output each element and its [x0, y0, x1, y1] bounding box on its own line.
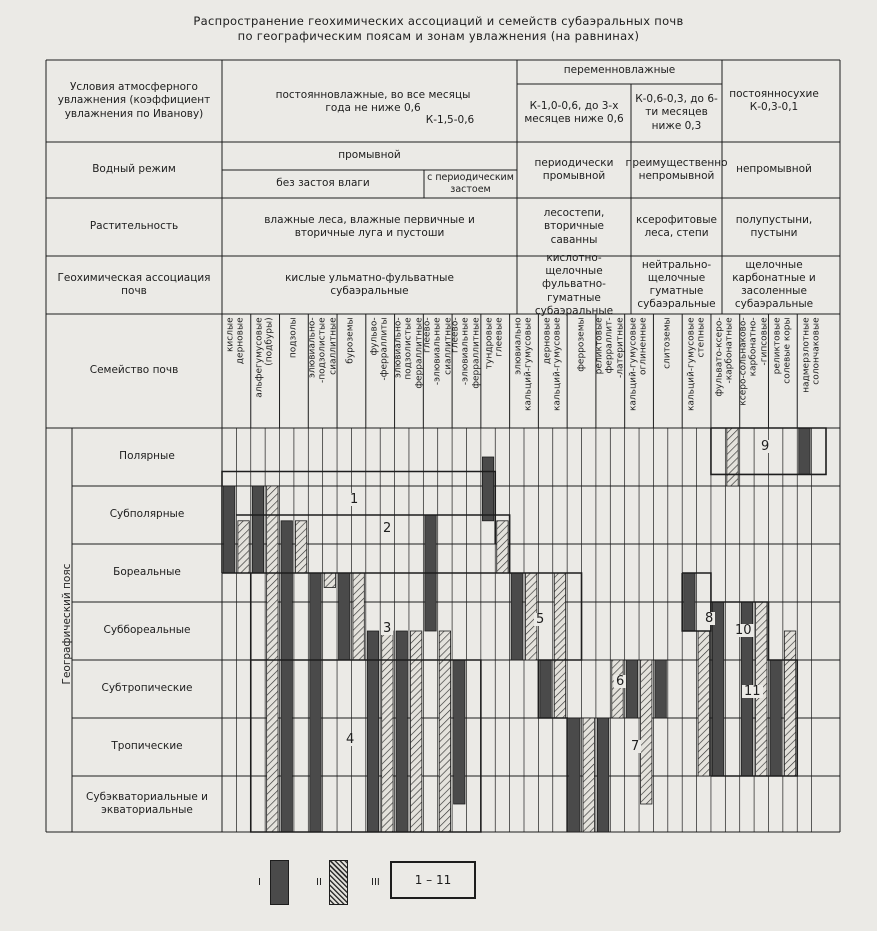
soil-family-label: фульво- -ферраллиты: [369, 316, 391, 381]
moisture-row-label: Условия атмосферного увлажнения (коэффициент увлажнения по Иванову): [57, 81, 211, 120]
belt-subpolar: Субполярные: [109, 508, 185, 521]
family-row-label: Семейство почв: [89, 364, 179, 377]
moisture-constant-dry: постоянносухие К-0,3-0,1: [729, 87, 819, 113]
moisture-constant-wet-k: К-1,5-0,6: [425, 114, 475, 127]
hatched-range-bar: [698, 631, 709, 776]
hatched-range-bar: [410, 631, 421, 832]
dark-range-bar: [310, 573, 321, 832]
water-mostly-non-flushing: преимущественно непромывной: [625, 156, 728, 182]
soil-family-label: подзолы: [288, 316, 299, 358]
chart-title-line2: по географическим поясам и зонам увлажнения (на равнинах): [237, 29, 640, 43]
water-periodic-stagnation: с периодическим застоем: [427, 172, 514, 195]
dark-range-bar: [224, 486, 235, 573]
soil-family-label: тундровые глеевые: [484, 316, 506, 369]
vegetation-row-label: Растительность: [89, 220, 179, 233]
vegetation-steppe-forest: лесостепи, вторичные саванны: [543, 207, 605, 246]
hatched-range-bar: [727, 428, 738, 486]
legend-frame-text: 1 – 11: [414, 873, 452, 887]
soil-family-label: ферроземы: [576, 316, 587, 372]
soil-family-label: глеево- -элювиальные ферраллитные: [450, 316, 482, 389]
hatched-range-bar: [324, 573, 335, 588]
group-number-3: 3: [383, 621, 392, 636]
belt-subtropical: Субтропические: [101, 682, 193, 695]
dark-range-bar: [770, 660, 781, 776]
soil-family-label: реликтовые ферраллит- -латеритные: [594, 316, 626, 378]
hatched-range-bar: [238, 521, 249, 573]
belt-polar: Полярные: [119, 450, 175, 463]
water-no-stagnation: без застоя влаги: [276, 177, 370, 190]
belt-equatorial: Субэкваториальные и экваториальные: [86, 790, 208, 816]
dark-range-bar: [569, 718, 580, 832]
hatched-range-bar: [784, 631, 795, 776]
belt-subboreal: Суббореальные: [103, 624, 191, 637]
dark-range-bar: [684, 573, 695, 631]
soil-family-label: элювиально кальций-гумусовые: [513, 316, 534, 411]
hatched-range-bar: [583, 718, 594, 832]
group-number-8: 8: [705, 611, 714, 626]
dark-range-bar: [799, 428, 810, 474]
hatched-range-bar: [353, 573, 364, 660]
soil-family-label: буроземы: [346, 316, 357, 364]
dark-range-bar: [597, 718, 608, 832]
dark-range-bar: [252, 486, 263, 573]
soil-family-label: надмерзлотные солончаковые: [801, 316, 822, 393]
water-row-label: Водный режим: [92, 163, 176, 176]
dark-range-bar: [626, 660, 637, 718]
hatched-range-bar: [554, 573, 565, 718]
hatched-range-bar: [382, 631, 393, 832]
vegetation-forests: влажные леса, влажные первичные и вторичные луга и пустоши: [264, 213, 475, 239]
water-non-flushing: непромывной: [736, 163, 812, 176]
belt-axis-label: Географический пояс: [60, 563, 73, 685]
soil-family-label: альфегумусовые (подбуры): [254, 316, 276, 398]
association-alkaline: щелочные карбонатные и засоленные субаэральные: [732, 258, 816, 311]
soil-family-label: элювиально- подзолистые ферраллитные: [393, 316, 425, 389]
legend-hatched-swatch: [329, 860, 348, 905]
chart-title-line1: Распространение геохимических ассоциаций и семейств субаэральных почв: [193, 14, 684, 28]
association-row-label: Геохимическая ассоциация почв: [57, 271, 211, 297]
moisture-variable: переменновлажные: [563, 64, 676, 77]
soil-family-label: дерновые кальций-гумусовые: [542, 316, 563, 411]
dark-range-bar: [367, 631, 378, 832]
soil-family-label: кальций-гумусовые степные: [686, 316, 707, 411]
moisture-variable-b: К-0,6-0,3, до 6-ти месяцев ниже 0,3: [635, 93, 718, 132]
soil-family-label: слитоземы: [662, 316, 673, 369]
soil-family-label: элювиально- -подзолистые сиаллитные: [307, 316, 338, 383]
association-neutral: нейтрально-щелочные гуматные субаэральные: [637, 258, 716, 311]
belt-boreal: Бореальные: [113, 566, 181, 579]
water-flushing: промывной: [338, 149, 401, 162]
dark-range-bar: [655, 660, 666, 718]
hatched-range-bar: [267, 486, 278, 832]
dark-range-bar: [712, 602, 723, 776]
group-number-4: 4: [346, 732, 355, 747]
hatched-range-bar: [641, 660, 652, 804]
association-acid: кислые ульматно-фульватные субаэральные: [285, 271, 454, 297]
vegetation-xero-forest: ксерофитовые леса, степи: [636, 213, 717, 239]
dark-range-bar: [396, 631, 407, 832]
hatched-range-bar: [295, 521, 306, 573]
legend-hatched-label: II: [316, 877, 322, 888]
dark-range-bar: [482, 457, 493, 521]
dark-range-bar: [540, 660, 551, 718]
hatched-range-bar: [497, 521, 508, 573]
group-number-10: 10: [735, 623, 752, 638]
group-number-6: 6: [616, 674, 625, 689]
soil-family-label: кислые дерновые: [226, 316, 247, 364]
group-number-7: 7: [631, 739, 640, 754]
soil-family-label: ксеро-сольнаково- карбонатно- -гипсовые: [738, 316, 770, 406]
soil-family-label: фульвато-ксеро- -карбонатные: [714, 316, 736, 397]
hatched-range-bar: [439, 631, 450, 832]
soil-family-label: кальций-гумусовые оглиненные: [628, 316, 650, 411]
group-number-5: 5: [536, 612, 545, 627]
legend-frame-box: [390, 861, 476, 899]
dark-range-bar: [511, 573, 522, 660]
soil-family-label: реликтовые солевые коры: [772, 316, 793, 384]
group-number-1: 1: [350, 492, 359, 507]
moisture-variable-a: К-1,0-0,6, до 3-х месяцев ниже 0,6: [524, 99, 624, 125]
soil-family-label: глеево- -элювиальные сиаллитные: [422, 316, 453, 385]
belt-tropical: Тропические: [111, 740, 183, 753]
dark-range-bar: [281, 521, 292, 832]
association-acid-alkaline: кислотно-щелочные фульватно-гуматные субаэральные: [534, 252, 614, 317]
moisture-constant-wet: постоянновлажные, во все месяцы года не ниже 0,6: [275, 88, 471, 114]
legend-dark-label: I: [258, 877, 261, 888]
vegetation-semi-desert: полупустыни, пустыни: [735, 213, 813, 239]
group-number-9: 9: [761, 439, 770, 454]
dark-range-bar: [454, 660, 465, 804]
legend-dark-swatch: [270, 860, 289, 905]
water-periodic-flushing: периодически промывной: [534, 156, 614, 182]
legend-frame-label: III: [371, 877, 380, 888]
group-number-11: 11: [744, 684, 761, 699]
hatched-range-bar: [612, 660, 623, 718]
dark-range-bar: [339, 573, 350, 660]
group-number-2: 2: [383, 521, 392, 536]
